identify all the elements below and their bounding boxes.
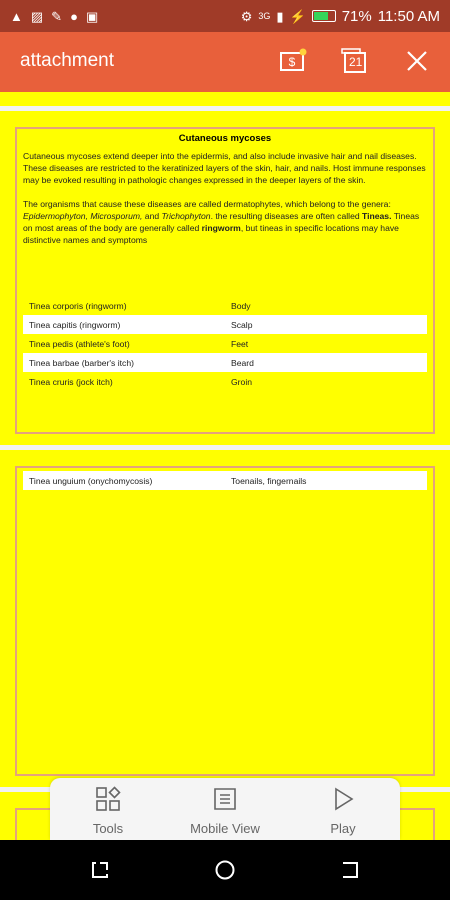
recents-button[interactable] <box>88 858 112 882</box>
mobile-view-button[interactable] <box>175 786 275 836</box>
text-run: Tineas on most areas of the body are generally called <box>23 211 420 233</box>
edit-icon: ✎ <box>51 8 63 24</box>
battery-percent: 71% <box>341 7 372 25</box>
table-cell-name: Tinea unguium (onychomycosis) <box>29 475 153 486</box>
bottom-toolbar <box>50 778 400 840</box>
home-button[interactable] <box>213 858 237 882</box>
table-cell-name: Tinea barbae (barber's itch) <box>29 357 134 368</box>
genus-text: Trichophyton <box>161 211 211 221</box>
tools-button[interactable] <box>58 786 158 836</box>
save-to-drive-button[interactable] <box>278 46 308 76</box>
document-page-1 <box>15 127 435 434</box>
table-row <box>23 372 427 391</box>
tinea-table <box>17 471 433 490</box>
table-cell-name: Tinea capitis (ringworm) <box>29 319 121 330</box>
genus-text: Epidermophyton, Microsporum, <box>23 211 143 221</box>
text-run: The organisms that cause these diseases are called dermatophytes, which belong to the genera: <box>23 199 391 209</box>
system-nav-bar <box>0 840 450 900</box>
document-dollar-icon <box>279 48 307 74</box>
text-run: . the resulting diseases are often called <box>210 211 363 221</box>
play-label: Play <box>330 821 356 836</box>
home-icon <box>214 859 236 881</box>
document-page-2 <box>15 466 435 776</box>
calendar-button[interactable] <box>340 46 370 76</box>
text-run: and <box>142 211 162 221</box>
bold-text: Tineas. <box>362 211 392 221</box>
table-cell-name: Tinea corporis (ringworm) <box>29 300 127 311</box>
table-cell-site: Body <box>231 300 251 311</box>
table-row <box>23 353 427 372</box>
tinea-table <box>17 296 433 391</box>
bold-text: ringworm <box>201 223 241 233</box>
circle-icon: ● <box>70 8 78 24</box>
table-row <box>23 334 427 353</box>
table-cell-site: Toenails, fingernails <box>231 475 307 486</box>
signal-icon: ▮ <box>276 8 284 24</box>
activity-icon: ▣ <box>85 8 99 24</box>
network-label: 3G <box>258 10 271 21</box>
mobile-view-label: Mobile View <box>190 821 260 836</box>
app-bar <box>0 32 450 92</box>
document-view[interactable] <box>0 92 450 840</box>
close-button[interactable] <box>402 46 432 76</box>
paragraph-intro: Cutaneous mycoses extend deeper into the epidermis, and also include invasive hair and nail diseases. These diseases are restricted to the keratinized layers of the skin, hair, and nails. Host immune responses may be evoked resulting in pathologic changes expressed in the deeper layers of the skin. <box>23 151 426 185</box>
image-icon: ▨ <box>30 8 44 24</box>
back-icon <box>340 860 360 880</box>
table-row <box>23 296 427 315</box>
alert-icon: ▲ <box>10 8 23 24</box>
play-icon <box>330 786 356 812</box>
status-bar <box>0 0 450 32</box>
page-title: attachment <box>20 50 114 71</box>
tools-grid-icon <box>95 786 121 812</box>
table-row <box>23 471 427 490</box>
back-button[interactable] <box>338 858 362 882</box>
paragraph-dermatophytes <box>23 198 427 246</box>
clock: 11:50 AM <box>377 7 440 25</box>
calendar-day: 21 <box>349 55 363 69</box>
svg-text:$: $ <box>288 55 296 69</box>
close-icon <box>405 49 429 73</box>
table-cell-name: Tinea cruris (jock itch) <box>29 376 113 387</box>
table-cell-site: Groin <box>231 376 253 387</box>
text-run: , but tineas in specific locations may have distinctive names and symptoms <box>23 223 399 245</box>
table-cell-site: Beard <box>231 357 254 368</box>
page-separator <box>0 106 450 111</box>
battery-icon <box>312 10 336 22</box>
mobile-view-icon <box>212 786 238 812</box>
tools-label: Tools <box>92 821 124 836</box>
recents-icon <box>90 860 110 880</box>
table-cell-site: Feet <box>231 338 249 349</box>
vibrate-icon: ⚙ <box>240 8 253 24</box>
charging-icon: ⚡ <box>289 8 306 24</box>
play-button[interactable] <box>293 786 393 836</box>
table-cell-site: Scalp <box>231 319 253 330</box>
table-row <box>23 315 427 334</box>
section-heading: Cutaneous mycoses <box>178 133 272 144</box>
table-cell-name: Tinea pedis (athlete's foot) <box>29 338 130 349</box>
page-separator <box>0 445 450 450</box>
